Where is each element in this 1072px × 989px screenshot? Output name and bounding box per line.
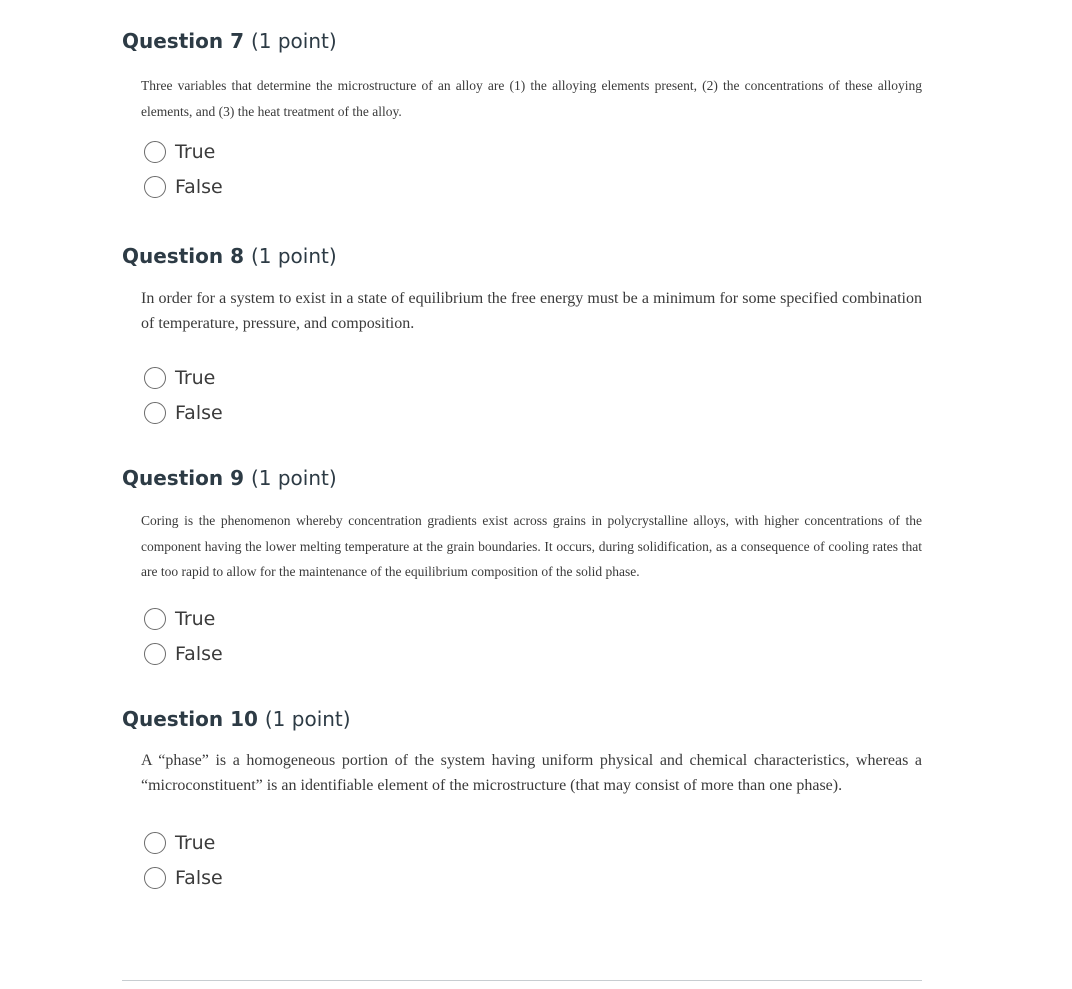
option-false[interactable] <box>144 395 922 430</box>
option-false[interactable] <box>144 637 922 672</box>
radio-button[interactable] <box>144 176 166 198</box>
question-text: A “phase” is a homogeneous portion of the system having uniform physical and chemical characteristics, whereas a “microconstituent” is an identifiable element of the microstructure (that may consist of more than one phase). <box>141 752 922 794</box>
option-label: False <box>175 401 223 424</box>
option-true[interactable] <box>144 602 922 637</box>
question-9 <box>122 464 922 672</box>
option-label: False <box>175 175 223 198</box>
option-label: False <box>175 643 223 665</box>
option-label: True <box>175 831 216 854</box>
answer-options <box>144 825 922 895</box>
question-7 <box>122 27 922 204</box>
radio-button[interactable] <box>144 867 166 889</box>
answer-options <box>144 134 922 204</box>
bottom-divider <box>122 980 922 981</box>
question-number: Question 9 <box>122 466 244 490</box>
question-text: Three variables that determine the microstructure of an alloy are (1) the alloying elements present, (2) the concentrations of these alloying elements, and (3) the heat treatment of the alloy. <box>141 78 922 119</box>
radio-button[interactable] <box>144 643 166 665</box>
radio-button[interactable] <box>144 608 166 630</box>
option-false[interactable] <box>144 860 922 895</box>
question-header <box>122 464 922 492</box>
question-points: (1 point) <box>250 29 337 53</box>
question-text: In order for a system to exist in a state of equilibrium the free energy must be a minimum for some specified combination of temperature, pressure, and composition. <box>141 290 922 332</box>
question-number: Question 10 <box>122 707 258 731</box>
answer-options <box>144 360 922 430</box>
question-text: Coring is the phenomenon whereby concentration gradients exist across grains in polycrystalline alloys, with higher concentrations of the component having the lower melting temperature at the grain boundaries. It occurs, during solidification, as a consequence of cooling rates that are too rapid to allow for the maintenance of the equilibrium composition of the solid phase. <box>141 513 922 579</box>
question-points: (1 point) <box>264 707 351 731</box>
question-points: (1 point) <box>250 244 337 268</box>
question-header <box>122 27 922 55</box>
option-label: True <box>175 140 216 163</box>
radio-button[interactable] <box>144 402 166 424</box>
option-true[interactable] <box>144 825 922 860</box>
question-points: (1 point) <box>250 466 337 490</box>
question-8 <box>122 242 922 430</box>
radio-button[interactable] <box>144 367 166 389</box>
option-true[interactable] <box>144 360 922 395</box>
option-label: True <box>175 366 216 389</box>
question-number: Question 7 <box>122 29 244 53</box>
option-label: False <box>175 866 223 889</box>
question-header <box>122 242 922 270</box>
question-header <box>122 705 922 733</box>
question-10 <box>122 705 922 895</box>
question-number: Question 8 <box>122 244 244 268</box>
answer-options <box>144 602 922 672</box>
radio-button[interactable] <box>144 832 166 854</box>
radio-button[interactable] <box>144 141 166 163</box>
option-false[interactable] <box>144 169 922 204</box>
option-label: True <box>175 608 216 630</box>
option-true[interactable] <box>144 134 922 169</box>
